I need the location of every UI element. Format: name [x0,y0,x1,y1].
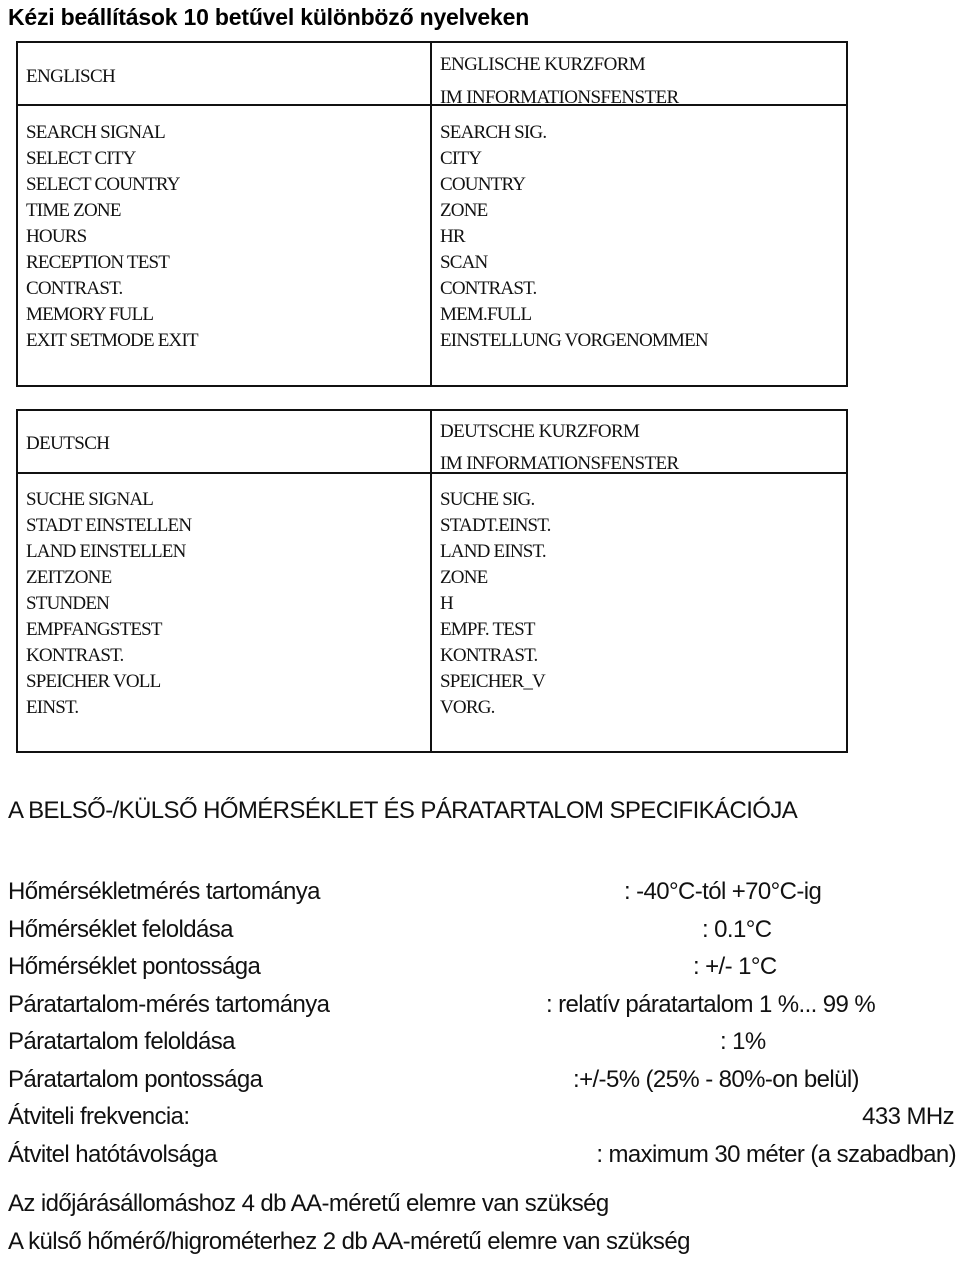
spec-value: : -40°C-tól +70°C-ig [624,878,822,905]
list-item: CONTRAST. [440,278,537,299]
list-item: SELECT CITY [26,148,136,169]
list-item: CONTRAST. [26,278,123,299]
list-item: STADT.EINST. [440,515,551,536]
spec-row [8,1098,960,1136]
spec-label: Páratartalom pontossága [8,1065,263,1093]
list-item: SUCHE SIGNAL [26,489,154,510]
english-left-header-cell [18,43,432,106]
spec-label: Hőmérsékletmérés tartománya [8,878,320,905]
spec-label: Hőmérséklet feloldása [8,915,233,943]
spec-label: Hőmérséklet pontossága [8,953,261,980]
spec-row [8,911,960,949]
list-item: SCAN [440,252,488,273]
german-right-header-line-1: DEUTSCHE KURZFORM [440,421,640,442]
battery-notes [8,1185,690,1261]
list-item: KONTRAST. [26,645,124,666]
list-item: CITY [440,148,482,169]
spec-row [8,1023,960,1061]
list-item: H [440,593,453,614]
spec-list [8,873,960,1173]
list-item: RECEPTION TEST [26,252,170,273]
list-item: EINSTELLUNG VORGENOMMEN [440,330,708,351]
german-right-header-line-2: IM INFORMATIONSFENSTER [440,453,679,474]
list-item: SELECT COUNTRY [26,174,180,195]
list-item: EMPF. TEST [440,619,535,640]
spec-heading: A BELSŐ-/KÜLSŐ HŐMÉRSÉKLET ÉS PÁRATARTALOM SPECIFIKÁCIÓJA [8,797,798,824]
list-item: VORG. [440,697,495,718]
spec-value: : +/- 1°C [693,953,777,980]
german-left-header: DEUTSCH [26,433,110,454]
german-short-list [432,474,846,751]
english-short-list [432,106,846,385]
list-item: HOURS [26,226,87,247]
list-item: HR [440,226,465,247]
list-item: SEARCH SIG. [440,122,547,143]
spec-row [8,986,960,1024]
list-item: EXIT SETMODE EXIT [26,330,198,351]
list-item: EINST. [26,697,79,718]
list-item: SEARCH SIGNAL [26,122,165,143]
english-right-header-line-2: IM INFORMATIONSFENSTER [440,87,679,108]
spec-value: : relatív páratartalom 1 %... 99 % [546,990,876,1018]
spec-label: Páratartalom-mérés tartománya [8,990,330,1018]
spec-row [8,948,960,986]
english-settings-table [16,41,848,387]
spec-row [8,1136,960,1174]
note-line: Az időjárásállomáshoz 4 db AA-méretű elemre van szükség [8,1190,609,1217]
spec-value: : 1% [720,1028,766,1055]
english-left-header: ENGLISCH [26,66,116,87]
list-item: STUNDEN [26,593,110,614]
list-item: SPEICHER_V [440,671,545,692]
english-right-header-line-1: ENGLISCHE KURZFORM [440,54,646,75]
list-item: LAND EINSTELLEN [26,541,186,562]
list-item: STADT EINSTELLEN [26,515,192,536]
spec-label: Páratartalom feloldása [8,1028,235,1055]
list-item: ZONE [440,200,488,221]
page-title: Kézi beállítások 10 betűvel különböző nyelveken [8,4,530,30]
list-item: ZONE [440,567,488,588]
spec-value: : 0.1°C [702,915,772,943]
list-item: MEM.FULL [440,304,532,325]
german-full-list [18,474,432,751]
spec-row [8,873,960,911]
english-right-header-cell [432,43,846,106]
list-item: EMPFANGSTEST [26,619,162,640]
english-full-list [18,106,432,385]
spec-value: : maximum 30 méter (a szabadban) [596,1140,956,1168]
list-item: COUNTRY [440,174,526,195]
list-item: TIME ZONE [26,200,121,221]
list-item: SPEICHER VOLL [26,671,161,692]
german-left-header-cell [18,411,432,474]
spec-value: 433 MHz [862,1103,954,1130]
list-item: LAND EINST. [440,541,546,562]
list-item: ZEITZONE [26,567,112,588]
spec-label: Átvitel hatótávolsága [8,1140,217,1168]
german-settings-table [16,409,848,753]
list-item: SUCHE SIG. [440,489,535,510]
spec-label: Átviteli frekvencia: [8,1103,190,1130]
spec-value: :+/-5% (25% - 80%-on belül) [573,1065,859,1093]
spec-row [8,1061,960,1099]
note-line: A külső hőmérő/higrométerhez 2 db AA-méretű elemre van szükség [8,1228,690,1255]
german-right-header-cell [432,411,846,474]
list-item: MEMORY FULL [26,304,154,325]
list-item: KONTRAST. [440,645,538,666]
